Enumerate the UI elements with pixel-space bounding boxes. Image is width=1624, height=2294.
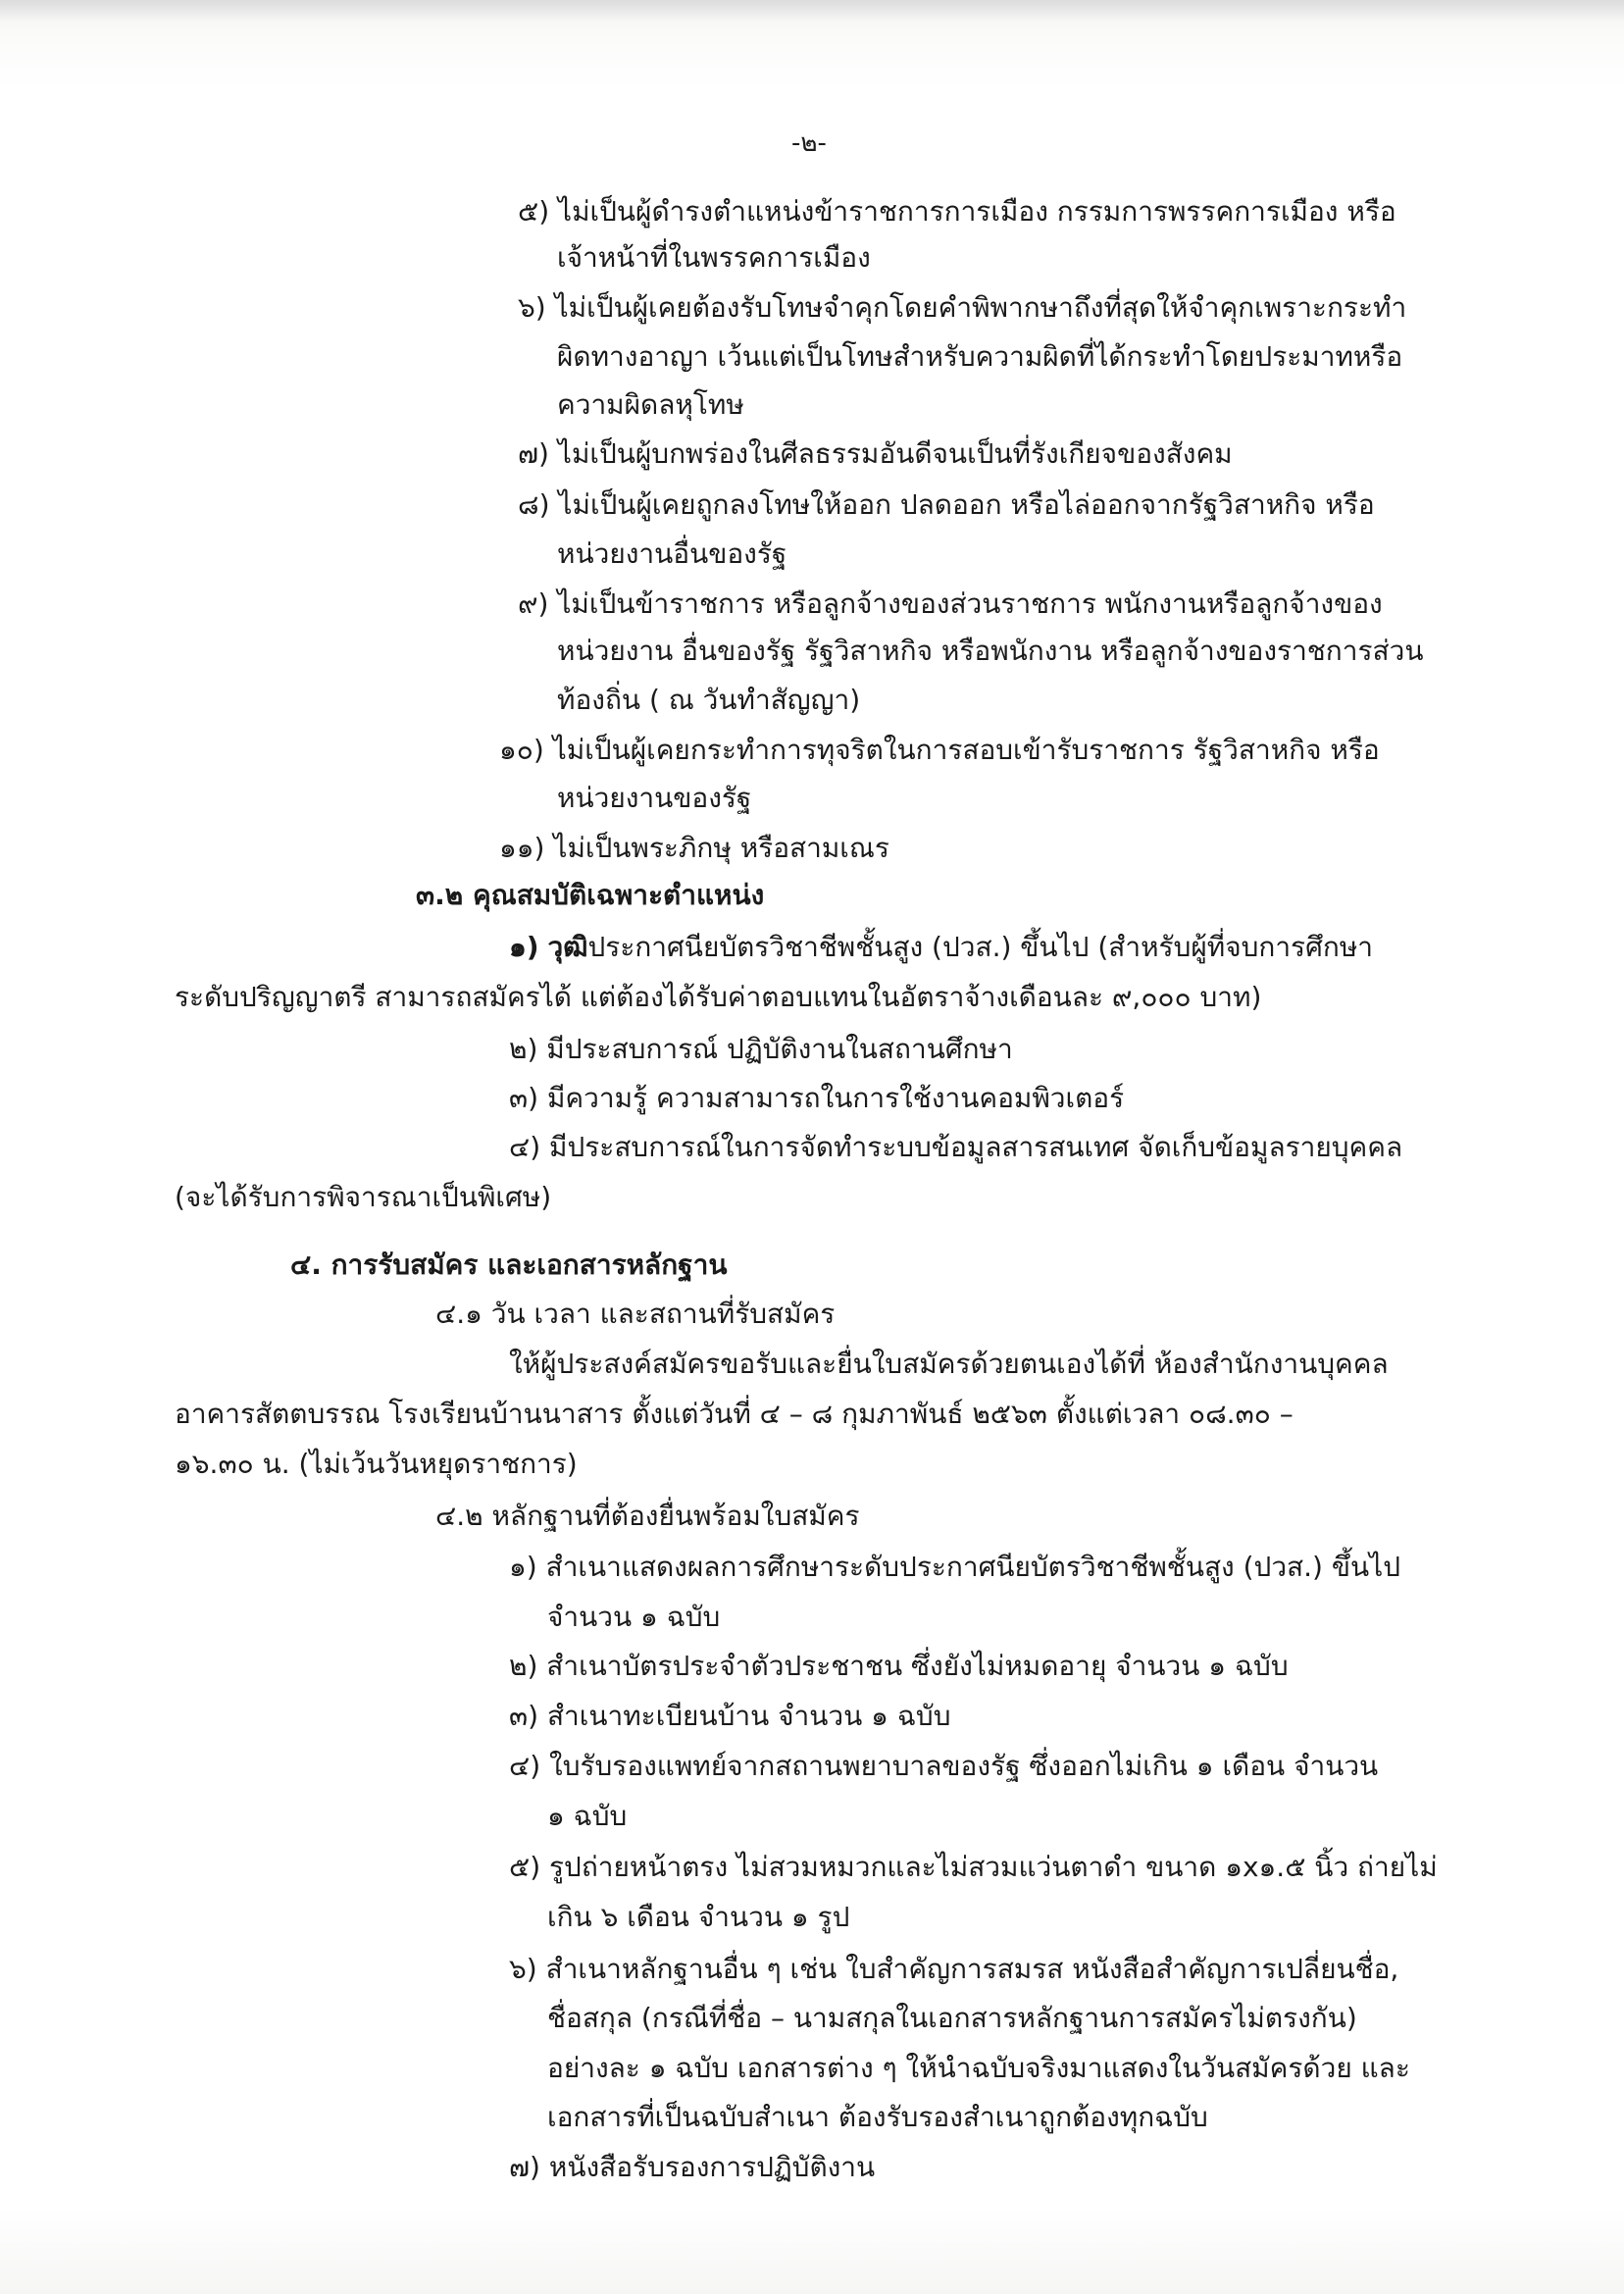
subsection-title: ๔.๑ วัน เวลา และสถานที่รับสมัคร (435, 1298, 836, 1330)
document-item: ๑) สำเนาแสดงผลการศึกษาระดับประกาศนียบัตรวิชาชีพชั้นสูง (ปวส.) ขึ้นไป (509, 1551, 1400, 1583)
document-item: ๖) สำเนาหลักฐานอื่น ๆ เช่น ใบสำคัญการสมรส หนังสือสำคัญการเปลี่ยนชื่อ, (509, 1953, 1399, 1985)
qualification-bold-term: วุฒิ (547, 931, 588, 963)
document-item-continuation: ชื่อสกุล (กรณีที่ชื่อ – นามสกุลในเอกสารหลักฐานการสมัครไม่ตรงกัน) (547, 2002, 1357, 2034)
list-item: ๙) ไม่เป็นข้าราชการ หรือลูกจ้างของส่วนราชการ พนักงานหรือลูกจ้างของ (518, 587, 1383, 620)
qualification-item: ๓) มีความรู้ ความสามารถในการใช้งานคอมพิวเตอร์ (509, 1082, 1125, 1114)
document-item: ๓) สำเนาทะเบียนบ้าน จำนวน ๑ ฉบับ (509, 1700, 951, 1732)
list-item-continuation: หน่วยงานของรัฐ (557, 782, 752, 814)
list-item: ๑๑) ไม่เป็นพระภิกษุ หรือสามเณร (499, 832, 889, 864)
list-item-continuation: หน่วยงานอื่นของรัฐ (557, 537, 787, 570)
qualification-item (509, 928, 1373, 967)
list-item: ๖) ไม่เป็นผู้เคยต้องรับโทษจำคุกโดยคำพิพากษาถึงที่สุดให้จำคุกเพราะกระทำ (518, 291, 1407, 324)
list-item: ๘) ไม่เป็นผู้เคยถูกลงโทษให้ออก ปลดออก หรือไล่ออกจากรัฐวิสาหกิจ หรือ (518, 488, 1375, 521)
qualification-continuation: ระดับปริญญาตรี สามารถสมัครได้ แต่ต้องได้รับค่าตอบแทนในอัตราจ้างเดือนละ ๙,๐๐๐ บาท) (175, 981, 1262, 1013)
document-item-continuation: จำนวน ๑ ฉบับ (547, 1601, 721, 1633)
qualification-item: ๔) มีประสบการณ์ในการจัดทำระบบข้อมูลสารสนเทศ จัดเก็บข้อมูลรายบุคคล (509, 1131, 1403, 1163)
paragraph-line: ให้ผู้ประสงค์สมัครขอรับและยื่นใบสมัครด้วยตนเองได้ที่ ห้องสำนักงานบุคคล (509, 1348, 1389, 1380)
list-item-continuation: เจ้าหน้าที่ในพรรคการเมือง (557, 241, 871, 274)
section-heading: ๔. การรับสมัคร และเอกสารหลักฐาน (290, 1249, 728, 1281)
qualification-text: ประกาศนียบัตรวิชาชีพชั้นสูง (ปวส.) ขึ้นไป (สำหรับผู้ที่จบการศึกษา (587, 931, 1374, 963)
list-item-continuation: ความผิดลหุโทษ (557, 388, 744, 421)
document-item-continuation: เกิน ๖ เดือน จำนวน ๑ รูป (547, 1901, 850, 1933)
document-item: ๕) รูปถ่ายหน้าตรง ไม่สวมหมวกและไม่สวมแว่นตาดำ ขนาด ๑x๑.๕ นิ้ว ถ่ายไม่ (509, 1851, 1438, 1883)
subsection-title: ๔.๒ หลักฐานที่ต้องยื่นพร้อมใบสมัคร (435, 1500, 860, 1532)
document-item-continuation: อย่างละ ๑ ฉบับ เอกสารต่าง ๆ ให้นำฉบับจริงมาแสดงในวันสมัครด้วย และ (547, 2052, 1410, 2084)
paragraph-line: ๑๖.๓๐ น. (ไม่เว้นวันหยุดราชการ) (175, 1448, 578, 1480)
document-item-continuation: เอกสารที่เป็นฉบับสำเนา ต้องรับรองสำเนาถูกต้องทุกฉบับ (547, 2101, 1208, 2133)
document-item: ๒) สำเนาบัตรประจำตัวประชาชน ซึ่งยังไม่หมดอายุ จำนวน ๑ ฉบับ (509, 1650, 1289, 1682)
list-item: ๕) ไม่เป็นผู้ดำรงตำแหน่งข้าราชการการเมือง กรรมการพรรคการเมือง หรือ (518, 195, 1396, 228)
list-item-continuation: ท้องถิ่น ( ณ วันทำสัญญา) (557, 684, 861, 716)
qualification-item: ๒) มีประสบการณ์ ปฏิบัติงานในสถานศึกษา (509, 1033, 1013, 1065)
scan-shadow (0, 0, 1624, 22)
qualification-continuation: (จะได้รับการพิจารณาเป็นพิเศษ) (175, 1181, 552, 1213)
page-number: -๒- (791, 128, 827, 158)
list-item-continuation: หน่วยงาน อื่นของรัฐ รัฐวิสาหกิจ หรือพนักงาน หรือลูกจ้างของราชการส่วน (557, 635, 1424, 667)
list-item: ๗) ไม่เป็นผู้บกพร่องในศีลธรรมอันดีจนเป็นที่รังเกียจของสังคม (518, 437, 1233, 470)
document-item: ๔) ใบรับรองแพทย์จากสถานพยาบาลของรัฐ ซึ่งออกไม่เกิน ๑ เดือน จำนวน (509, 1750, 1379, 1782)
list-item-continuation: ผิดทางอาญา เว้นแต่เป็นโทษสำหรับความผิดที่ได้กระทำโดยประมาทหรือ (557, 340, 1403, 373)
list-item: ๑๐) ไม่เป็นผู้เคยกระทำการทุจริตในการสอบเข้ารับราชการ รัฐวิสาหกิจ หรือ (499, 734, 1380, 766)
document-item-continuation: ๑ ฉบับ (547, 1800, 628, 1832)
section-heading: ๓.๒ คุณสมบัติเฉพาะตำแหน่ง (416, 879, 765, 911)
document-item: ๗) หนังสือรับรองการปฏิบัติงาน (509, 2151, 876, 2183)
qualification-number: ๑) (509, 931, 539, 963)
paragraph-line: อาคารสัตตบรรณ โรงเรียนบ้านนาสาร ตั้งแต่วันที่ ๔ – ๘ กุมภาพันธ์ ๒๕๖๓ ตั้งแต่เวลา ๐๘.๓๐ – (175, 1398, 1294, 1430)
